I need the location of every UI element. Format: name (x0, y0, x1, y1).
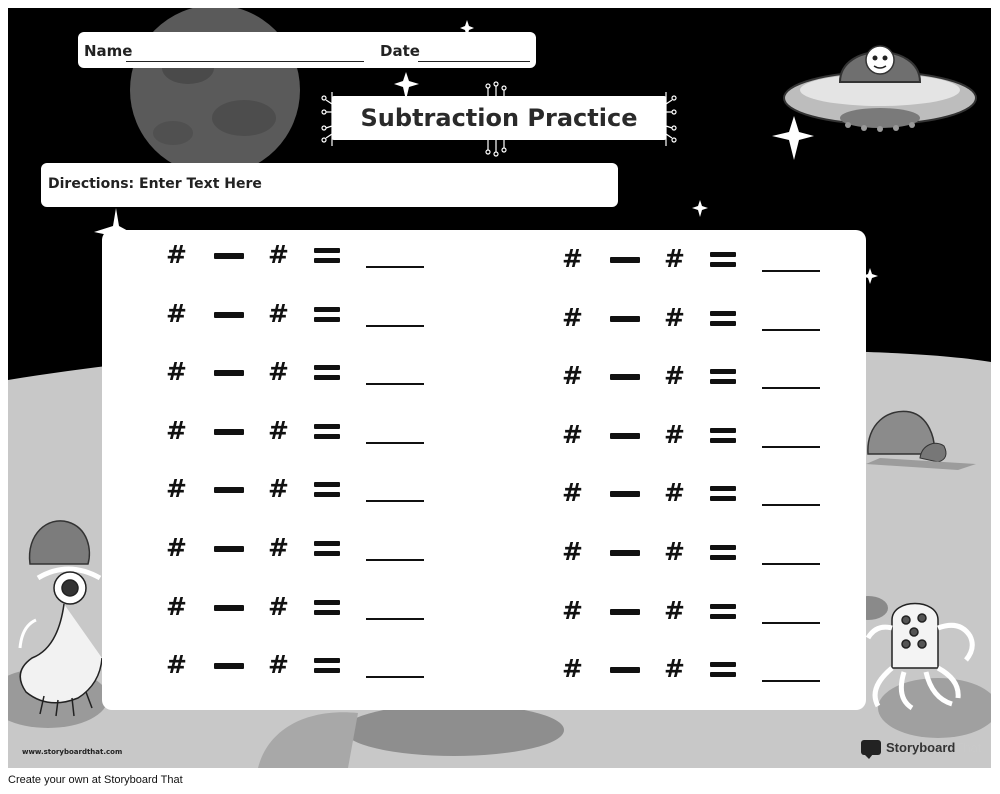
operand-placeholder: # (664, 537, 685, 566)
problem-row (166, 357, 436, 397)
minus-sign (214, 253, 244, 259)
operand-placeholder: # (268, 650, 289, 680)
problem-row (562, 361, 832, 401)
answer-blank[interactable] (366, 325, 424, 327)
operand-placeholder: # (268, 415, 289, 445)
operand-placeholder: # (562, 478, 583, 508)
operand-placeholder: # (268, 533, 289, 562)
answer-blank[interactable] (762, 680, 820, 682)
name-label: Name (84, 42, 133, 60)
minus-sign (610, 667, 640, 673)
problem-row (562, 478, 832, 518)
equals-sign (314, 307, 340, 323)
problem-row (562, 303, 832, 343)
brand-name: Storyboard (886, 740, 956, 755)
operand-placeholder: # (664, 302, 685, 332)
operand-placeholder: # (166, 240, 187, 269)
footer-url: www.storyboardthat.com (22, 748, 123, 756)
answer-blank[interactable] (366, 559, 424, 561)
problems-panel (102, 230, 866, 710)
answer-blank[interactable] (366, 383, 424, 385)
operand-placeholder: # (562, 654, 583, 684)
minus-sign (610, 374, 640, 380)
operand-placeholder: # (664, 419, 685, 449)
brand-name-light: That (955, 740, 982, 755)
answer-blank[interactable] (366, 442, 424, 444)
date-field[interactable] (418, 61, 530, 62)
problem-row (562, 596, 832, 636)
minus-sign (214, 429, 244, 435)
problem-row (166, 416, 436, 456)
storyboard-brand (861, 740, 981, 755)
date-label: Date (380, 42, 420, 60)
operand-placeholder: # (166, 474, 187, 504)
operand-placeholder: # (562, 302, 583, 332)
answer-blank[interactable] (762, 504, 820, 506)
equals-sign (314, 248, 340, 264)
name-date-box (78, 32, 536, 68)
answer-blank[interactable] (762, 387, 820, 389)
operand-placeholder: # (166, 591, 187, 621)
equals-sign (710, 486, 736, 502)
problem-row (166, 474, 436, 514)
credit-text: Create your own at Storyboard That (8, 774, 183, 786)
minus-sign (214, 546, 244, 552)
equals-sign (710, 428, 736, 444)
problem-row (562, 244, 832, 284)
operand-placeholder: # (166, 357, 187, 387)
minus-sign (610, 316, 640, 322)
operand-placeholder: # (664, 478, 685, 508)
operand-placeholder: # (268, 591, 289, 621)
equals-sign (710, 545, 736, 561)
problem-row (166, 592, 436, 632)
minus-sign (610, 491, 640, 497)
answer-blank[interactable] (366, 618, 424, 620)
equals-sign (314, 541, 340, 557)
answer-blank[interactable] (762, 329, 820, 331)
problem-row (166, 650, 436, 690)
equals-sign (314, 600, 340, 616)
equals-sign (314, 482, 340, 498)
operand-placeholder: # (562, 595, 583, 625)
minus-sign (214, 487, 244, 493)
storyboard-logo-icon (861, 740, 881, 755)
operand-placeholder: # (664, 244, 685, 273)
operand-placeholder: # (268, 357, 289, 387)
equals-sign (314, 424, 340, 440)
answer-blank[interactable] (366, 676, 424, 678)
operand-placeholder: # (268, 240, 289, 269)
operand-placeholder: # (166, 415, 187, 445)
operand-placeholder: # (166, 298, 187, 328)
equals-sign (314, 658, 340, 674)
equals-sign (710, 252, 736, 268)
answer-blank[interactable] (762, 563, 820, 565)
minus-sign (610, 257, 640, 263)
operand-placeholder: # (562, 419, 583, 449)
ufo-icon (784, 46, 976, 132)
answer-blank[interactable] (366, 266, 424, 268)
operand-placeholder: # (664, 654, 685, 684)
operand-placeholder: # (268, 298, 289, 328)
problem-row (562, 537, 832, 577)
operand-placeholder: # (562, 361, 583, 391)
operand-placeholder: # (562, 537, 583, 566)
minus-sign (214, 663, 244, 669)
directions-text: Directions: Enter Text Here (48, 176, 262, 192)
title-box (332, 96, 666, 140)
directions-box[interactable] (41, 163, 618, 207)
operand-placeholder: # (268, 474, 289, 504)
operand-placeholder: # (664, 595, 685, 625)
minus-sign (214, 605, 244, 611)
equals-sign (710, 369, 736, 385)
minus-sign (610, 433, 640, 439)
worksheet (8, 8, 991, 768)
equals-sign (314, 365, 340, 381)
answer-blank[interactable] (762, 446, 820, 448)
name-field[interactable] (126, 61, 364, 62)
answer-blank[interactable] (762, 270, 820, 272)
operand-placeholder: # (664, 361, 685, 391)
equals-sign (710, 662, 736, 678)
problem-row (562, 654, 832, 694)
equals-sign (710, 311, 736, 327)
minus-sign (214, 312, 244, 318)
problem-row (166, 240, 436, 280)
minus-sign (610, 609, 640, 615)
problem-row (562, 420, 832, 460)
problem-row (166, 533, 436, 573)
page-title: Subtraction Practice (360, 104, 638, 132)
answer-blank[interactable] (762, 622, 820, 624)
answer-blank[interactable] (366, 500, 424, 502)
operand-placeholder: # (166, 650, 187, 680)
minus-sign (214, 370, 244, 376)
problem-row (166, 299, 436, 339)
operand-placeholder: # (562, 244, 583, 273)
operand-placeholder: # (166, 533, 187, 562)
minus-sign (610, 550, 640, 556)
equals-sign (710, 604, 736, 620)
